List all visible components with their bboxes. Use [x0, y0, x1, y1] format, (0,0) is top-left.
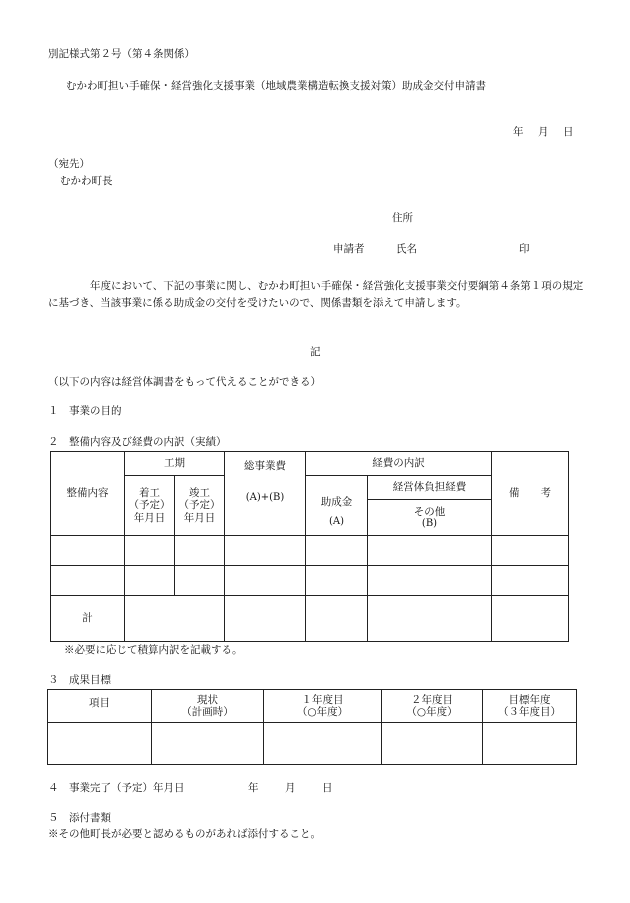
header-year1-line2: （○年度）	[296, 706, 349, 718]
cell-item[interactable]	[48, 723, 152, 765]
section5-heading: ５ 添付書類	[48, 812, 111, 824]
date-line: 年 月 日	[513, 126, 576, 138]
cell-total-sum[interactable]	[225, 596, 306, 642]
header-target-line2: （３年度目）	[498, 706, 561, 718]
seal-mark: 印	[519, 243, 530, 255]
cell-period-total[interactable]	[125, 596, 225, 642]
document-title: むかわ町担い手確保・経営強化支援事業（地域農業構造転換支援対策）助成金交付申請書	[66, 80, 486, 92]
header-other-label: その他	[413, 505, 446, 518]
completion-year: 年	[248, 782, 259, 794]
completion-month: 月	[285, 782, 296, 794]
header-start-line3: 年月日	[133, 511, 166, 524]
header-year2-line1: ２年度目	[411, 693, 453, 706]
cell-year2[interactable]	[382, 723, 483, 765]
header-start-line1: 着工	[139, 487, 160, 500]
applicant-label: 申請者	[333, 243, 365, 255]
cell-remarks-1[interactable]	[492, 536, 569, 566]
header-remarks: 備 考	[492, 452, 569, 536]
section4-heading: ４ 事業完了（予定）年月日	[48, 782, 185, 794]
cell-subsidy-1[interactable]	[306, 536, 368, 566]
section2-heading: ２ 整備内容及び経費の内訳（実績）	[48, 436, 227, 448]
addressee-name: むかわ町長	[60, 175, 113, 187]
cell-burden-1[interactable]	[368, 536, 492, 566]
form-number: 別記様式第２号（第４条関係）	[48, 48, 195, 60]
header-start	[125, 476, 175, 536]
cell-remarks-2[interactable]	[492, 566, 569, 596]
header-end-line2: （予定）	[178, 499, 221, 512]
expense-table	[50, 451, 569, 642]
ki-heading: 記	[310, 346, 321, 358]
cell-year1[interactable]	[264, 723, 382, 765]
cell-content-1[interactable]	[51, 536, 125, 566]
completion-day: 日	[322, 782, 333, 794]
header-year1	[264, 690, 382, 723]
attachment-note: ※その他町長が必要と認めるものがあれば添付すること。	[48, 828, 321, 840]
header-current-line1: 現状	[197, 693, 218, 706]
table-row	[48, 723, 577, 765]
header-year2-line2: （○年度）	[406, 706, 458, 718]
header-other	[368, 500, 492, 536]
cell-burden-sum[interactable]	[368, 596, 492, 642]
header-current	[152, 690, 264, 723]
cell-total-1[interactable]	[225, 536, 306, 566]
cell-content-2[interactable]	[51, 566, 125, 596]
name-label: 氏名	[396, 243, 417, 255]
address-label: 住所	[392, 212, 413, 224]
table-row	[51, 566, 569, 596]
cell-end-1[interactable]	[175, 536, 225, 566]
header-subsidy	[306, 476, 368, 536]
header-year1-line1: １年度目	[301, 693, 344, 706]
table-row	[51, 536, 569, 566]
header-burden: 経営体負担経費	[368, 476, 492, 500]
header-breakdown: 経費の内訳	[306, 452, 492, 476]
cell-start-2[interactable]	[125, 566, 175, 596]
section1-heading: １ 事業の目的	[48, 405, 122, 417]
header-end-line3: 年月日	[183, 511, 216, 524]
total-row-label: 計	[51, 596, 125, 642]
header-total	[225, 452, 306, 536]
header-year2	[382, 690, 483, 723]
section3-heading: ３ 成果目標	[48, 674, 111, 686]
header-start-line2: （予定）	[128, 499, 171, 512]
header-other-mark: (B)	[421, 517, 438, 529]
substitution-note: （以下の内容は経営体調書をもって代えることができる）	[48, 376, 321, 388]
header-total-formula: (A)+(B)	[245, 492, 285, 504]
expense-note: ※必要に応じて積算内訳を記載する。	[64, 644, 243, 656]
cell-remarks-sum[interactable]	[492, 596, 569, 642]
cell-burden-2[interactable]	[368, 566, 492, 596]
application-body-text: 年度において、下記の事業に関し、むかわ町担い手確保・経営強化支援事業交付要綱第４条第１項の規定に基づき、当該事業に係る助成金の交付を受けたいので、関係書類を添えて申請します。	[48, 280, 584, 309]
total-row	[51, 596, 569, 642]
header-item: 項目	[48, 690, 152, 723]
header-period: 工期	[125, 452, 225, 476]
addressee-label: （宛先）	[48, 158, 90, 170]
header-end-line1: 竣工	[189, 487, 210, 500]
cell-target[interactable]	[483, 723, 577, 765]
cell-subsidy-sum[interactable]	[306, 596, 368, 642]
header-end	[175, 476, 225, 536]
header-target	[483, 690, 577, 723]
header-content: 整備内容	[51, 452, 125, 536]
cell-end-2[interactable]	[175, 566, 225, 596]
cell-subsidy-2[interactable]	[306, 566, 368, 596]
header-subsidy-label: 助成金	[320, 496, 353, 508]
header-target-line1: 目標年度	[508, 693, 551, 706]
cell-start-1[interactable]	[125, 536, 175, 566]
header-subsidy-mark: (A)	[328, 516, 345, 528]
header-current-line2: （計画時）	[181, 706, 234, 718]
cell-current[interactable]	[152, 723, 264, 765]
cell-total-2[interactable]	[225, 566, 306, 596]
target-table	[47, 689, 577, 765]
header-total-label: 総事業費	[244, 460, 286, 472]
